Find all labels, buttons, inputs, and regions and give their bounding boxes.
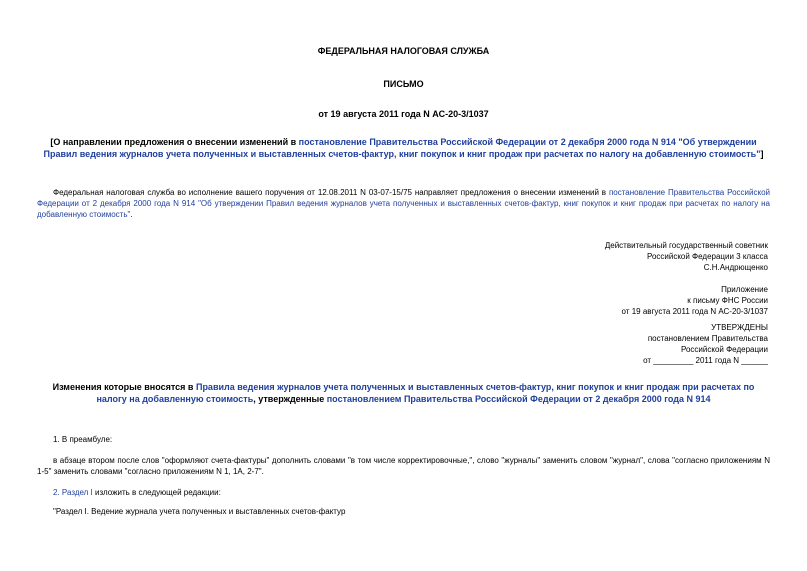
intro-decree-link[interactable]: постановление Правительства Российской Федерации от 2 декабря 2000 года N 914 "Об утверждении Правил ведения журналов учета полученных и выставленных счетов-фактур, книг покупок и книг продаж при расчетах по налогу на добавленную стоимость" bbox=[37, 188, 771, 219]
approved-date: от _________ 2011 года N ______ bbox=[643, 356, 768, 365]
intro-text-end: . bbox=[130, 210, 133, 219]
item-2 bbox=[53, 487, 767, 498]
changes-heading bbox=[40, 381, 767, 405]
document-date: от 19 августа 2011 года N АС-20-3/1037 bbox=[318, 109, 489, 119]
approved-country: Российской Федерации bbox=[681, 345, 768, 354]
signature-rank: Действительный государственный советник bbox=[604, 241, 768, 250]
resolution-link[interactable]: постановлением Правительства Российской Федерации от 2 декабря 2000 года N 914 bbox=[326, 394, 711, 404]
signature-block bbox=[560, 240, 768, 273]
item-1-preamble: 1. В преамбуле: bbox=[53, 435, 113, 444]
subject-decree-link[interactable]: постановление Правительства Российской Федерации от 2 декабря 2000 года N 914 "Об утверждении Правил ведения журналов учета полученных и выставленных счетов-фактур, книг покупок и книг продаж при расчетах по налогу на добавленную стоимость" bbox=[43, 137, 761, 159]
changes-heading-middle: , утвержденные bbox=[253, 394, 327, 404]
approved-by: постановлением Правительства bbox=[647, 334, 768, 343]
appendix-title: Приложение bbox=[721, 285, 768, 294]
intro-text-start: Федеральная налоговая служба во исполнение вашего поручения от 12.08.2011 N 03-07-15/75 направляет предложения о внесении изменений в bbox=[53, 188, 609, 197]
intro-paragraph bbox=[37, 187, 770, 220]
section-i-link[interactable]: 2. Раздел I bbox=[53, 488, 93, 497]
changes-heading-start: Изменения которые вносятся в bbox=[52, 382, 196, 392]
appendix-reference: к письму ФНС России bbox=[687, 296, 768, 305]
subject-text-start: [О направлении предложения о внесении изменений в bbox=[50, 137, 299, 147]
appendix-block bbox=[560, 284, 768, 317]
document-type: ПИСЬМО bbox=[383, 79, 424, 89]
rules-link[interactable]: Правила ведения журналов учета полученных и выставленных счетов-фактур, книг покупок и книг продаж при расчетах по налогу на добавленную стоимость bbox=[96, 382, 755, 404]
signature-name: С.Н.Андрющенко bbox=[703, 263, 768, 272]
appendix-date: от 19 августа 2011 года N АС-20-3/1037 bbox=[621, 307, 768, 316]
preamble-amendment-paragraph: в абзаце втором после слов "оформляют счета-фактуры" дополнить словами "в том числе корректировочные,", слово "журналы" заменить словом "журнал", слова "согласно приложениям N 1-5" заменить словами "согласно приложениям N 1, 1А, 2-7". bbox=[37, 456, 770, 476]
item-2-text: изложить в следующей редакции: bbox=[92, 488, 221, 497]
subject-text-end: ] bbox=[760, 149, 764, 159]
document-subject bbox=[40, 136, 767, 160]
agency-title: ФЕДЕРАЛЬНАЯ НАЛОГОВАЯ СЛУЖБА bbox=[317, 46, 490, 56]
approved-title: УТВЕРЖДЕНЫ bbox=[711, 323, 768, 332]
signature-class: Российской Федерации 3 класса bbox=[646, 252, 768, 261]
section-i-quote: "Раздел I. Ведение журнала учета полученных и выставленных счетов-фактур bbox=[53, 507, 346, 516]
approved-block bbox=[560, 322, 768, 366]
